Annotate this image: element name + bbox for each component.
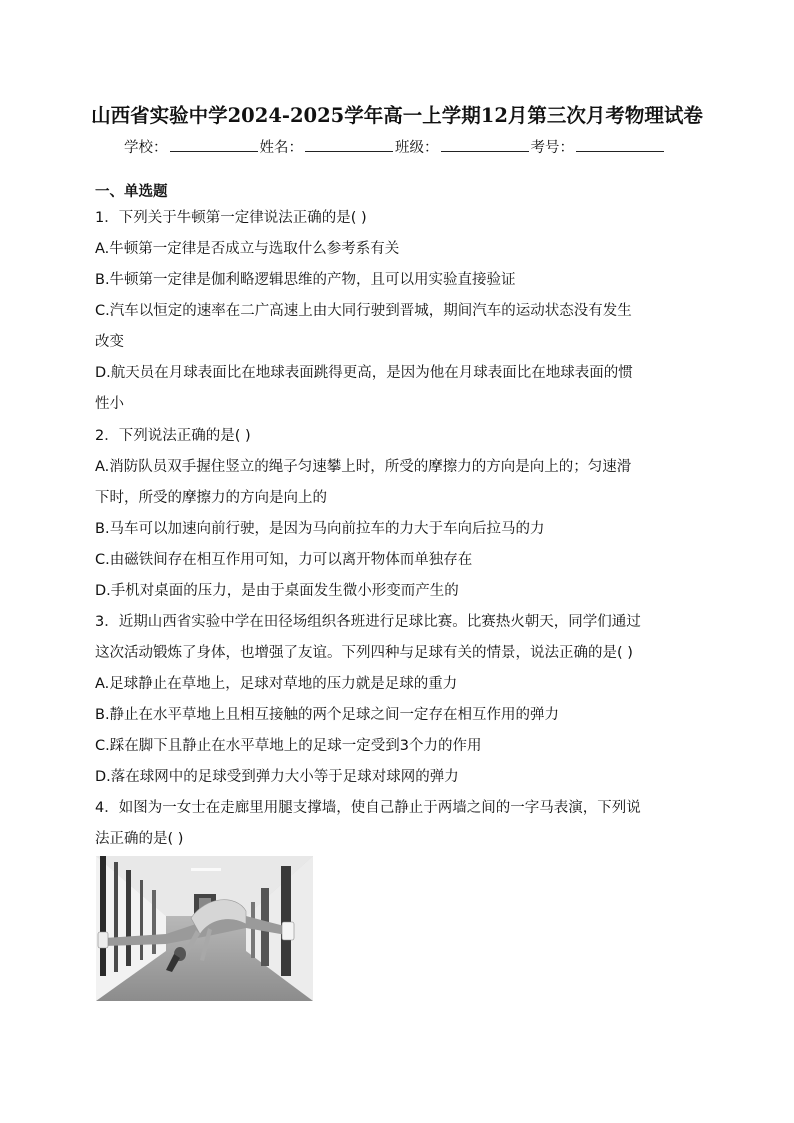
- question-3-stem-cont: 这次活动锻炼了身体，也增强了友谊。下列四种与足球有关的情景，说法正确的是( ): [95, 645, 633, 661]
- question-1-option-b: B.牛顿第一定律是伽利略逻辑思维的产物，且可以用实验直接验证: [95, 272, 516, 288]
- question-3-option-c: C.踩在脚下且静止在水平草地上的足球一定受到3个力的作用: [95, 738, 482, 754]
- question-1-stem: 1．下列关于牛顿第一定律说法正确的是( ): [95, 210, 367, 226]
- question-1-option-a: A.牛顿第一定律是否成立与选取什么参考系有关: [95, 241, 400, 257]
- question-3-option-a: A.足球静止在草地上，足球对草地的压力就是足球的重力: [95, 676, 458, 692]
- exam-title: 山西省实验中学2024-2025学年高一上学期12月第三次月考物理试卷: [91, 104, 703, 127]
- name-label: 姓名：: [259, 140, 303, 156]
- exam-number-blank[interactable]: [576, 137, 664, 152]
- student-info-row: [124, 136, 666, 157]
- question-4-stem-cont: 法正确的是( ): [95, 831, 184, 847]
- question-2-option-d: D.手机对桌面的压力，是由于桌面发生微小形变而产生的: [95, 583, 459, 599]
- class-blank[interactable]: [441, 137, 529, 152]
- question-1-option-d: D.航天员在月球表面比在地球表面跳得更高，是因为他在月球表面比在地球表面的惯: [95, 365, 633, 381]
- question-2-stem: 2．下列说法正确的是( ): [95, 428, 251, 444]
- question-3-option-b: B.静止在水平草地上且相互接触的两个足球之间一定存在相互作用的弹力: [95, 707, 560, 723]
- question-3-option-d: D.落在球网中的足球受到弹力大小等于足球对球网的弹力: [95, 769, 459, 785]
- question-2-option-a-cont: 下时，所受的摩擦力的方向是向上的: [95, 490, 327, 506]
- question-3-stem: 3．近期山西省实验中学在田径场组织各班进行足球比赛。比赛热火朝天，同学们通过: [95, 614, 641, 630]
- class-label: 班级：: [395, 140, 439, 156]
- school-blank[interactable]: [170, 137, 258, 152]
- question-1-option-d-cont: 性小: [95, 396, 124, 412]
- school-label: 学校：: [124, 140, 168, 156]
- question-4-stem: 4．如图为一女士在走廊里用腿支撑墙，使自己静止于两墙之间的一字马表演，下列说: [95, 800, 641, 816]
- name-blank[interactable]: [305, 137, 393, 152]
- question-1-option-c-cont: 改变: [95, 334, 124, 350]
- question-1-option-c: C.汽车以恒定的速率在二广高速上由大同行驶到晋城，期间汽车的运动状态没有发生: [95, 303, 632, 319]
- question-2-option-b: B.马车可以加速向前行驶，是因为马向前拉车的力大于车向后拉马的力: [95, 521, 545, 537]
- question-2-option-c: C.由磁铁间存在相互作用可知，力可以离开物体而单独存在: [95, 552, 473, 568]
- split-pose-photo: [96, 856, 313, 1001]
- question-2-option-a: A.消防队员双手握住竖立的绳子匀速攀上时，所受的摩擦力的方向是向上的；匀速滑: [95, 459, 632, 475]
- section-heading: 一、单选题: [95, 184, 168, 200]
- exam-number-label: 考号：: [530, 140, 574, 156]
